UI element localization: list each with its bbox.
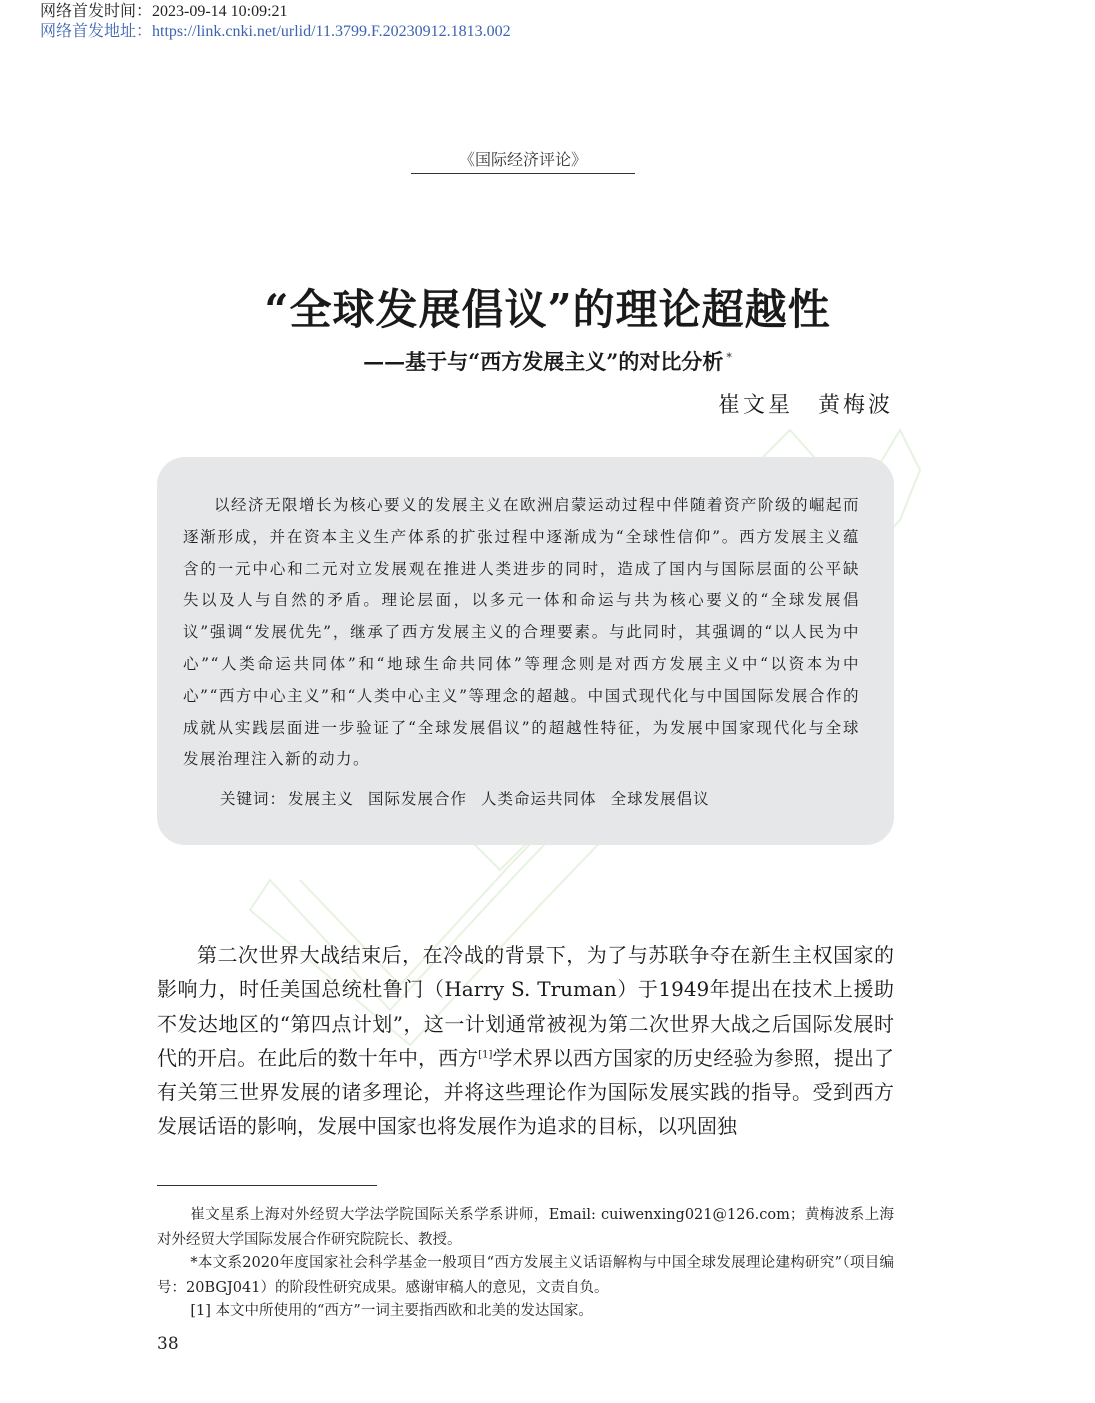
subtitle-text: ——基于与“西方发展主义”的对比分析 <box>363 349 724 374</box>
article-subtitle <box>0 343 1095 377</box>
footnote-west-definition: [1] 本文中所使用的“西方”一词主要指西欧和北美的发达国家。 <box>190 1303 593 1319</box>
journal-name: 《国际经济评论》 <box>458 150 587 169</box>
article-title: “全球发展倡议”的理论超越性 <box>264 285 831 334</box>
abstract-text: 以经济无限增长为核心要义的发展主义在欧洲启蒙运动过程中伴随着资产阶级的崛起而逐渐形成，并在资本主义生产体系的扩张过程中逐渐成为“全球性信仰”。西方发展主义蕴含的一元中心和二元对立发展观在推进人类进步的同时，造成了国内与国际层面的公平缺失以及人与自然的矛盾。理论层面，以多元一体和命运与共为核心要义的“全球发展倡议”强调“发展优先”，继承了西方发展主义的合理要素。与此同时，其强调的“以人民为中心”“人类命运共同体”和“地球生命共同体”等理念则是对西方发展主义中“以资本为中心”“西方中心主义”和“人类中心主义”等理念的超越。中国式现代化与中国国际发展合作的成就从实践层面进一步验证了“全球发展倡议”的超越性特征，为发展中国家现代化与全球发展治理注入新的动力。 <box>183 496 861 769</box>
keyword-item: 发展主义 <box>288 790 355 808</box>
page-number: 38 <box>157 1334 179 1354</box>
body-paragraph <box>157 938 894 1144</box>
funding-note-mark: * <box>726 351 732 364</box>
keywords-label: 关键词： <box>220 790 287 808</box>
body-text-part2: 学术界以西方国家的历史经验为参照，提出了有关第三世界发展的诸多理论，并将这些理论作为国际发展实践的指导。受到西方发展话语的影响，发展中国家也将发展作为追求的目标，以巩固独 <box>157 1045 895 1139</box>
footnote-author-info: 崔文星系上海对外经贸大学法学院国际关系学系讲师，Email: cuiwenxing021@126.com；黄梅波系上海对外经贸大学国际发展合作研究院院长、教授。 <box>157 1207 894 1248</box>
keywords <box>220 784 724 814</box>
journal-underline <box>411 173 635 174</box>
keyword-item: 全球发展倡议 <box>610 790 710 808</box>
keyword-item: 人类命运共同体 <box>481 790 597 808</box>
body-text-part1: 第二次世界大战结束后，在冷战的背景下，为了与苏联争夺在新生主权国家的影响力，时任美国总统杜鲁门（Harry S. Truman）于1949年提出在技术上援助不发达地区的“第四点计划”，这一计划通常被视为第二次世界大战之后国际发展时代的开启。在此后的数十年中，西方 <box>157 943 894 1070</box>
keyword-item: 国际发展合作 <box>368 790 468 808</box>
footnote-ref[interactable]: [1] <box>478 1049 493 1061</box>
footnote-funding: *本文系2020年度国家社会科学基金一般项目“西方发展主义话语解构与中国全球发展理论建构研究”（项目编号：20BGJ041）的阶段性研究成果。感谢审稿人的意见，文责自负。 <box>157 1255 894 1296</box>
online-publish-url[interactable]: 网络首发地址：https://link.cnki.net/urlid/11.3799.F.20230912.1813.002 <box>40 23 511 40</box>
online-publish-time: 网络首发时间：2023-09-14 10:09:21 <box>40 3 288 20</box>
authors: 崔文星 黄梅波 <box>717 393 893 418</box>
footnote-separator <box>157 1185 377 1186</box>
